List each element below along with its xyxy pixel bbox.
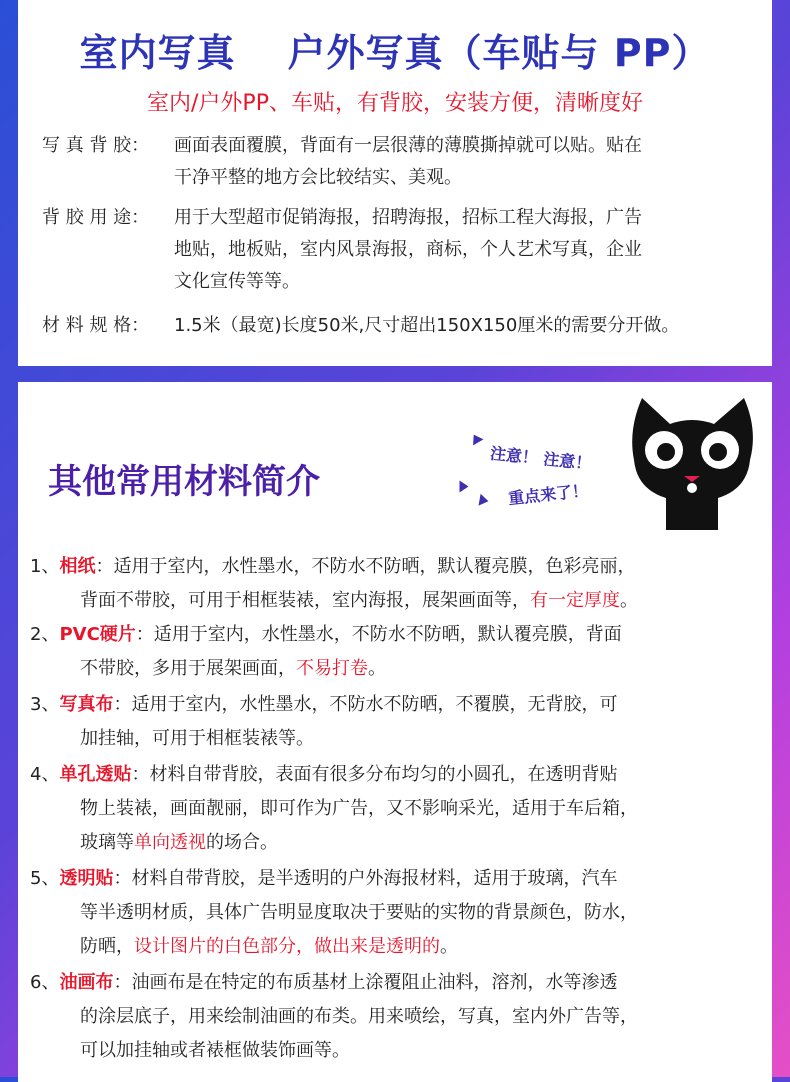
- highlight-text: 重点来了！: [507, 480, 589, 509]
- item-text: 不带胶，多用于展架画面，: [80, 658, 296, 679]
- spec-label: 背 胶 用 途：: [42, 207, 150, 228]
- list-item: [30, 758, 762, 860]
- item-text: 的场合。: [206, 832, 278, 853]
- item-number: 4、: [30, 764, 60, 785]
- item-text: ：材料自带背胶，表面有很多分布均匀的小圆孔，在透明背贴: [131, 764, 618, 785]
- spec-size: [42, 310, 762, 342]
- item-text: 等半透明材质，具体广告明显度取决于要贴的实物的背景颜色，防水，: [80, 902, 638, 923]
- item-text: 。: [368, 658, 386, 679]
- spec-line: 1.5米（最宽)长度50米,尺寸超出150X150厘米的需要分开做。: [174, 315, 680, 336]
- item-number: 1、: [30, 556, 60, 577]
- cat-mascot-icon: [622, 390, 762, 530]
- spark-icon: [479, 494, 490, 507]
- item-name: PVC硬片: [59, 624, 136, 645]
- attention-badge: [458, 426, 638, 526]
- item-highlight: 设计图片的白色部分，做出来是透明的: [134, 936, 440, 957]
- item-name: 单孔透贴: [59, 764, 132, 785]
- item-text: 防晒，: [80, 936, 134, 957]
- spec-line: 文化宣传等等。: [174, 271, 300, 292]
- section-title: 其他常用材料简介: [48, 462, 320, 502]
- spec-line: 干净平整的地方会比较结实、美观。: [174, 167, 462, 188]
- title-outdoor: 户外写真（车贴与 PP）: [287, 31, 711, 75]
- item-number: 2、: [30, 624, 60, 645]
- item-number: 5、: [30, 868, 60, 889]
- spec-label: 材 料 规 格：: [42, 315, 150, 336]
- spec-text: [174, 202, 762, 298]
- item-text: 物上装裱，画面靓丽，即可作为广告，又不影响采光，适用于车后箱，: [80, 798, 638, 819]
- item-text: ：适用于室内，水性墨水，不防水不防晒，默认覆亮膜，色彩亮丽，: [95, 556, 636, 577]
- spark-icon: [469, 432, 484, 446]
- item-text: ：材料自带背胶，是半透明的户外海报材料，适用于玻璃，汽车: [113, 868, 618, 889]
- list-item: [30, 550, 762, 618]
- item-text: 可以加挂轴或者裱框做装饰画等。: [80, 1040, 350, 1061]
- spec-line: 画面表面覆膜，背面有一层很薄的薄膜撕掉就可以贴。贴在: [174, 135, 642, 156]
- page-title: [18, 22, 772, 77]
- item-text: 。: [620, 590, 638, 611]
- item-name: 写真布: [59, 694, 114, 715]
- item-highlight: 有一定厚度: [530, 590, 620, 611]
- item-text: ：适用于室内，水性墨水，不防水不防晒，不覆膜，无背胶，可: [113, 694, 618, 715]
- list-item: [30, 688, 762, 756]
- item-text: 的涂层底子，用来绘制油画的布类。用来喷绘，写真，室内外广告等，: [80, 1006, 638, 1027]
- item-text: ：油画布是在特定的布质基材上涂覆阻止油料，溶剂，水等渗透: [113, 972, 618, 993]
- spec-label: 写 真 背 胶：: [42, 135, 150, 156]
- item-number: 3、: [30, 694, 60, 715]
- item-text: ：适用于室内，水性墨水，不防水不防晒，默认覆亮膜，背面: [135, 624, 622, 645]
- spec-text: [174, 310, 762, 342]
- item-text: 。: [440, 936, 458, 957]
- list-item: [30, 862, 762, 964]
- item-text: 玻璃等: [80, 832, 134, 853]
- item-text: 背面不带胶，可用于相框装裱，室内海报，展架画面等，: [80, 590, 530, 611]
- list-item: [30, 966, 762, 1068]
- spec-backing: [42, 130, 762, 194]
- item-name: 相纸: [59, 556, 96, 577]
- list-item: [30, 618, 762, 686]
- subtitle: 室内/户外PP、车贴，有背胶，安装方便，清晰度好: [147, 91, 643, 116]
- item-name: 透明贴: [59, 868, 114, 889]
- top-panel: [18, 0, 772, 366]
- attention-text: 注意！ 注意！: [489, 443, 593, 474]
- spec-line: 用于大型超市促销海报，招聘海报，招标工程大海报，广告: [174, 207, 642, 228]
- item-number: 6、: [30, 972, 60, 993]
- item-highlight: 单向透视: [134, 832, 206, 853]
- spec-usage: [42, 202, 762, 298]
- item-name: 油画布: [59, 972, 114, 993]
- spec-line: 地贴，地板贴，室内风景海报，商标，个人艺术写真，企业: [174, 239, 642, 260]
- spec-text: [174, 130, 762, 194]
- bottom-panel: [18, 382, 772, 1082]
- item-text: 加挂轴，可用于相框装裱等。: [80, 728, 314, 749]
- item-highlight: 不易打卷: [296, 658, 368, 679]
- spark-icon: [460, 481, 469, 493]
- title-indoor: 室内写真: [79, 31, 236, 75]
